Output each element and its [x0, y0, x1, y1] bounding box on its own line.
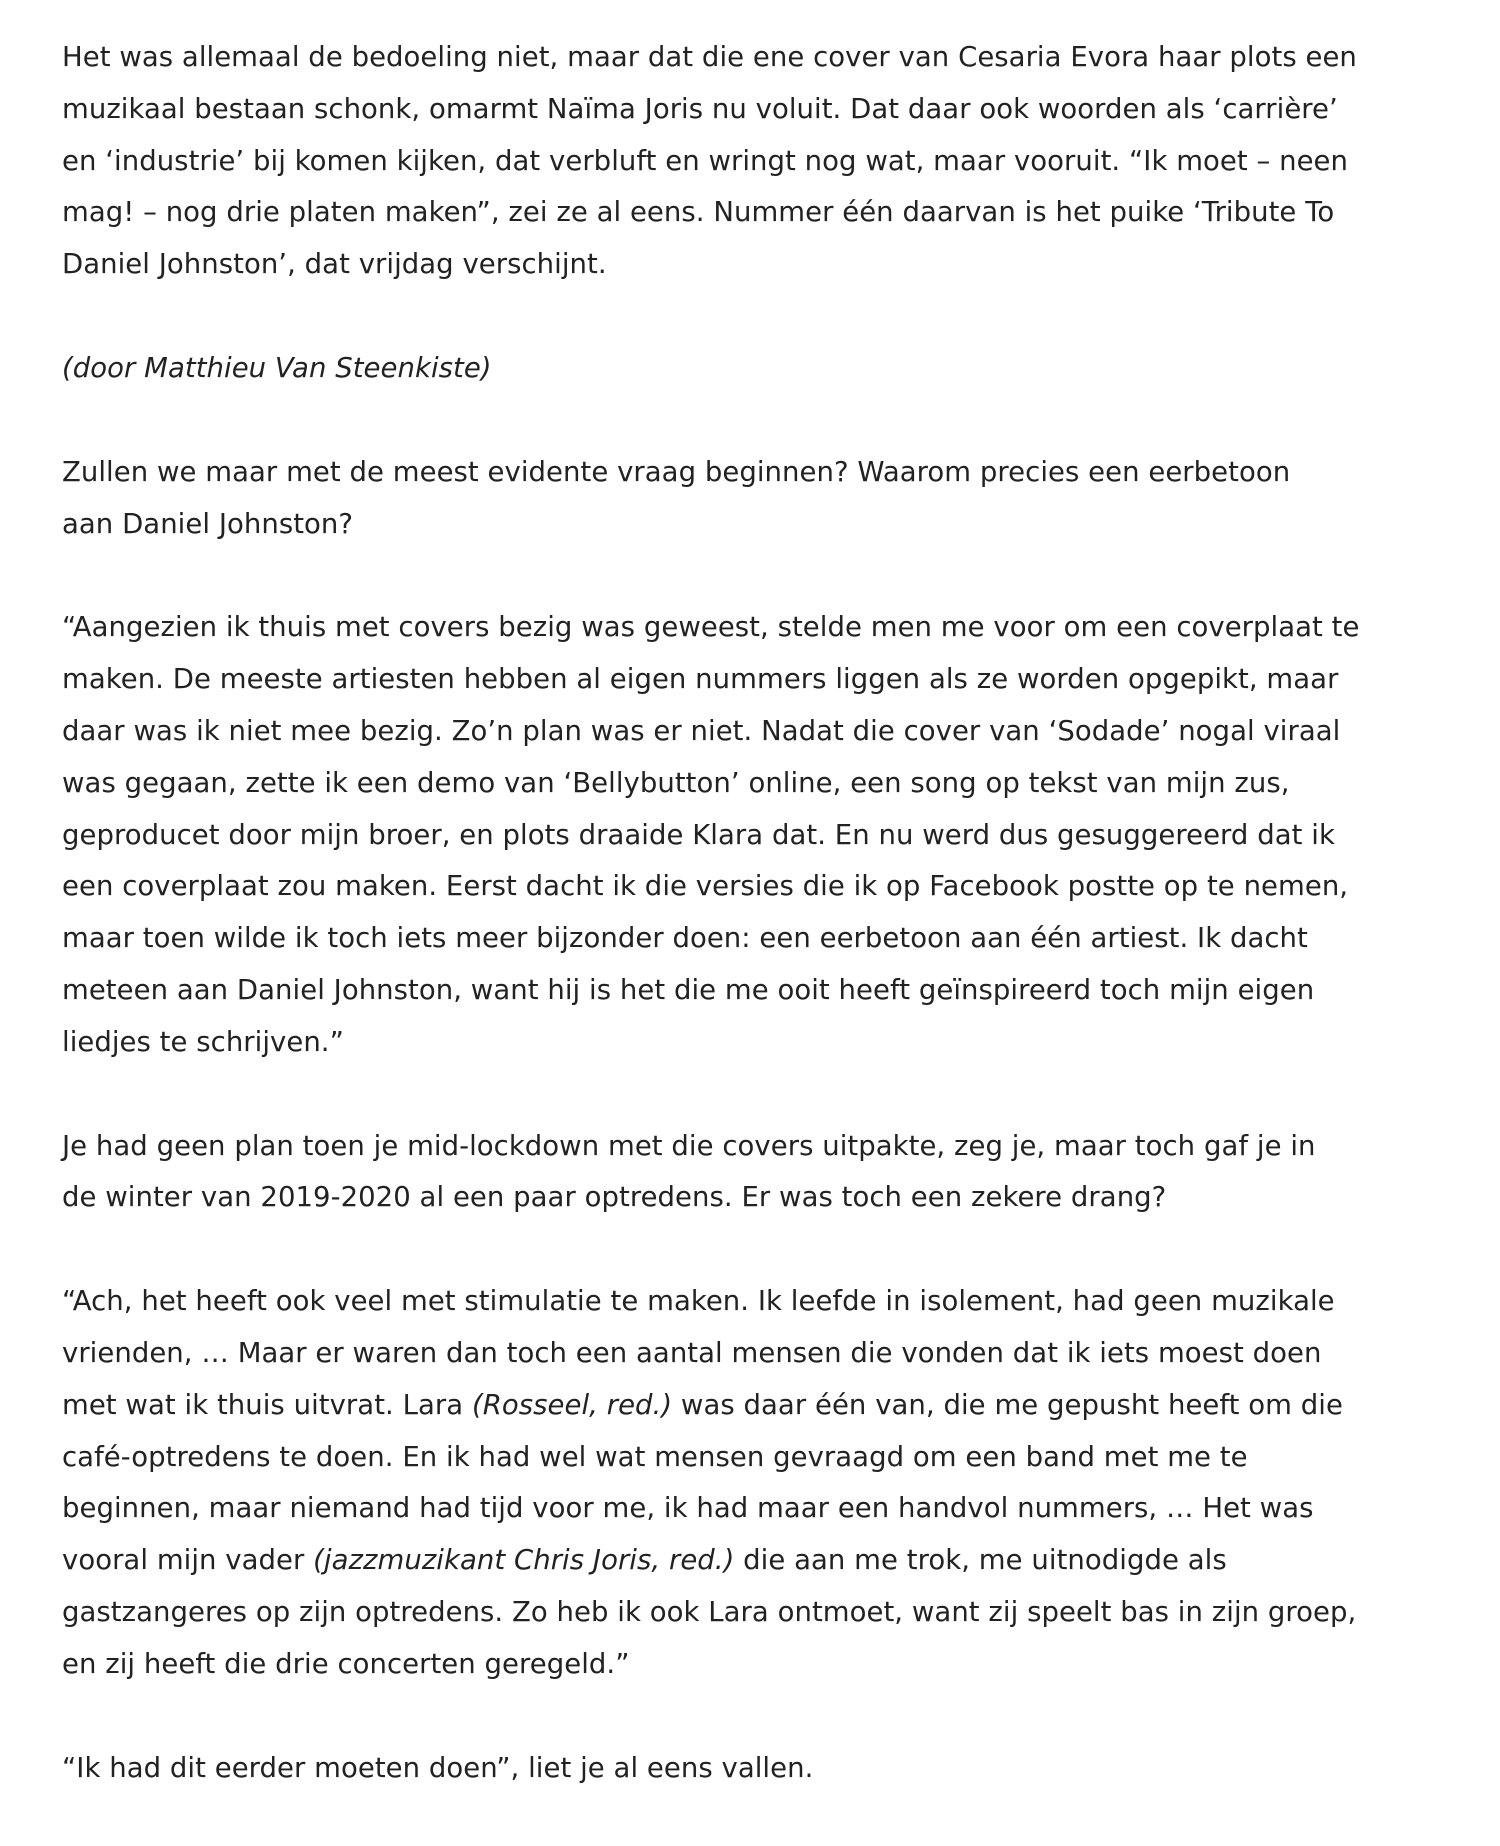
editor-note: (jazzmuzikant Chris Joris, red.) — [313, 1544, 735, 1577]
text-line: daar was ik niet mee bezig. Zo’n plan was er niet. Nadat die cover van ‘Sodade’ nogal viraal — [62, 714, 1341, 747]
question-paragraph — [62, 1121, 1452, 1225]
text-line: gastzangeres op zijn optredens. Zo heb ik ook Lara ontmoet, want zij speelt bas in zijn groep, — [62, 1595, 1357, 1628]
text-line: “Ik had dit eerder moeten doen”, liet je al eens vallen. — [62, 1751, 814, 1784]
text-line: maken. De meeste artiesten hebben al eigen nummers liggen als ze worden opgepikt, maar — [62, 663, 1339, 696]
text-line: geproducet door mijn broer, en plots draaide Klara dat. En nu werd dus gesuggereerd dat ik — [62, 818, 1335, 851]
text-line: beginnen, maar niemand had tijd voor me, ik had maar een handvol nummers, … Het was — [62, 1492, 1314, 1525]
text-line: muzikaal bestaan schonk, omarmt Naïma Joris nu voluit. Dat daar ook woorden als ‘carrière’ — [62, 92, 1338, 125]
text-line: mag! – nog drie platen maken”, zei ze al eens. Nummer één daarvan is het puike ‘Tribute To — [62, 196, 1335, 229]
text-segment: vooral mijn vader — [62, 1544, 314, 1577]
text-line: en ‘industrie’ bij komen kijken, dat verbluft en wringt nog wat, maar vooruit. “Ik moet – neen — [62, 144, 1349, 177]
text-segment: met wat ik thuis uitvrat. Lara — [62, 1388, 472, 1421]
text-line: een coverplaat zou maken. Eerst dacht ik die versies die ik op Facebook postte op te nemen, — [62, 870, 1349, 903]
text-line: was gegaan, zette ik een demo van ‘Bellybutton’ online, een song op tekst van mijn zus, — [62, 766, 1290, 799]
text-line: “Aangezien ik thuis met covers bezig was geweest, stelde men me voor om een coverplaat te — [62, 611, 1360, 644]
question-paragraph — [62, 447, 1452, 551]
text-segment: die aan me trok, me uitnodigde als — [734, 1544, 1227, 1577]
text-line: de winter van 2019-2020 al een paar optredens. Er was toch een zekere drang? — [62, 1181, 1167, 1214]
byline-text: (door Matthieu Van Steenkiste) — [62, 351, 492, 384]
text-line: Je had geen plan toen je mid-lockdown met die covers uitpakte, zeg je, maar toch gaf je in — [62, 1129, 1316, 1162]
text-line: “Ach, het heeft ook veel met stimulatie te maken. Ik leefde in isolement, had geen muzikale — [62, 1285, 1335, 1318]
text-line: liedjes te schrijven.” — [62, 1025, 344, 1058]
editor-note: (Rosseel, red.) — [471, 1388, 673, 1421]
text-line — [62, 1380, 1452, 1432]
text-line: en zij heeft die drie concerten geregeld.” — [62, 1647, 630, 1680]
question-paragraph — [62, 1743, 1452, 1795]
answer-paragraph — [62, 1276, 1452, 1690]
text-line: vrienden, … Maar er waren dan toch een aantal mensen die vonden dat ik iets moest doen — [62, 1336, 1322, 1369]
text-line: aan Daniel Johnston? — [62, 507, 354, 540]
text-line: meteen aan Daniel Johnston, want hij is het die me ooit heeft geïnspireerd toch mijn eigen — [62, 973, 1315, 1006]
text-line: café-optredens te doen. En ik had wel wat mensen gevraagd om een band met me te — [62, 1440, 1248, 1473]
text-line: Het was allemaal de bedoeling niet, maar dat die ene cover van Cesaria Evora haar plots een — [62, 41, 1357, 73]
article-body — [62, 32, 1452, 1846]
answer-paragraph — [62, 602, 1452, 1068]
text-line — [62, 1535, 1452, 1587]
text-line: Daniel Johnston’, dat vrijdag verschijnt. — [62, 248, 607, 281]
byline — [62, 343, 1452, 395]
text-line: maar toen wilde ik toch iets meer bijzonder doen: een eerbetoon aan één artiest. Ik dacht — [62, 922, 1308, 955]
text-line: Zullen we maar met de meest evidente vraag beginnen? Waarom precies een eerbetoon — [62, 455, 1291, 488]
text-segment: was daar één van, die me gepusht heeft om die — [672, 1388, 1343, 1421]
intro-paragraph — [62, 32, 1452, 291]
